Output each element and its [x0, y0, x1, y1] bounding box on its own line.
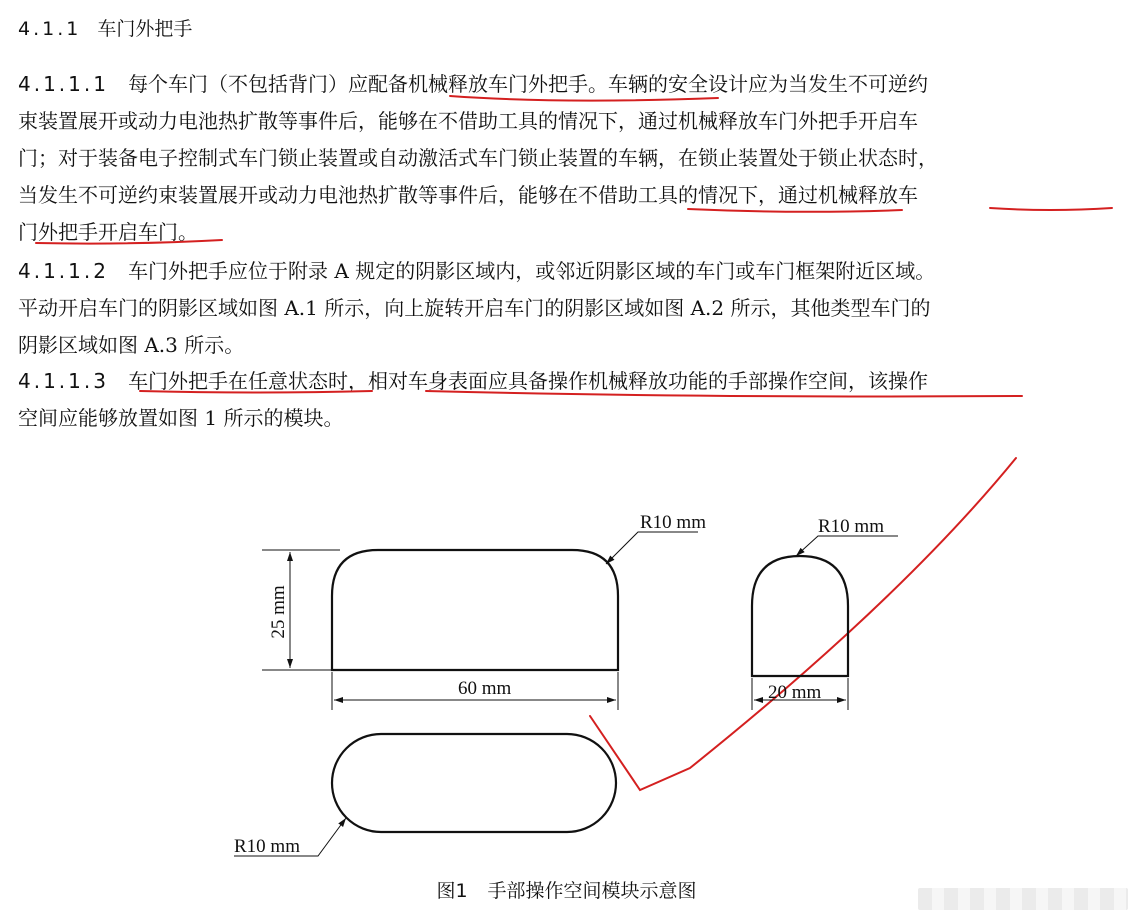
clause-line: 门外把手开启车门。 — [18, 220, 198, 244]
clause-line: 门；对于装备电子控制式车门锁止装置或自动激活式车门锁止装置的车辆，在锁止装置处于锁止状态时， — [18, 146, 938, 170]
clause-line: 阴影区域如图 A.3 所示。 — [18, 333, 245, 357]
clause-line: 束装置展开或动力电池热扩散等事件后，能够在不借助工具的情况下，通过机械释放车门外把手开启车 — [18, 109, 918, 133]
underline-annotation — [688, 209, 902, 212]
radius-label-small: R10 mm — [818, 516, 884, 537]
radius-label-large: R10 mm — [640, 512, 706, 533]
section-title: 车门外把手 — [97, 18, 193, 40]
clause-line: 当发生不可逆约束装置展开或动力电池热扩散等事件后，能够在不借助工具的情况下，通过机械释放车 — [18, 183, 918, 207]
clause-text: 车门外把手应位于附录 A 规定的阴影区域内，或邻近阴影区域的车门或车门框架附近区域。 — [128, 259, 936, 283]
figure-title: 手部操作空间模块示意图 — [487, 880, 697, 902]
clause-line — [18, 255, 935, 284]
slot-block-shape — [332, 734, 616, 832]
clause-line: 空间应能够放置如图 1 所示的模块。 — [18, 406, 344, 430]
clause-line — [18, 365, 928, 394]
clause-line — [18, 68, 928, 97]
clause-number: 4.1.1.3 — [18, 369, 109, 393]
radius-label-slot: R10 mm — [234, 836, 300, 857]
clause-text: 每个车门（不包括背门）应配备机械释放车门外把手。车辆的安全设计应为当发生不可逆约 — [128, 72, 929, 96]
slot-radius-leader — [234, 818, 346, 856]
pen-stroke-annotation — [590, 458, 1016, 790]
large-radius-leader — [606, 532, 698, 564]
width-label-large: 60 mm — [458, 678, 512, 699]
clause-line: 平动开启车门的阴影区域如图 A.1 所示，向上旋转开启车门的阴影区域如图 A.2 所示，其他类型车门的 — [18, 296, 931, 320]
section-number: 4.1.1 — [18, 18, 82, 40]
width-label-small: 20 mm — [768, 682, 822, 703]
large-block-shape — [332, 550, 618, 670]
section-heading — [18, 14, 192, 41]
clause-number: 4.1.1.1 — [18, 72, 109, 96]
underline-annotation — [990, 208, 1112, 210]
small-radius-leader — [796, 536, 898, 556]
figure-number: 图1 — [436, 880, 468, 902]
clause-text: 车门外把手在任意状态时，相对车身表面应具备操作机械释放功能的手部操作空间，该操作 — [128, 369, 929, 393]
small-block-shape — [752, 556, 848, 676]
watermark — [918, 888, 1128, 910]
clause-number: 4.1.1.2 — [18, 259, 109, 283]
height-label-large: 25 mm — [268, 585, 289, 639]
